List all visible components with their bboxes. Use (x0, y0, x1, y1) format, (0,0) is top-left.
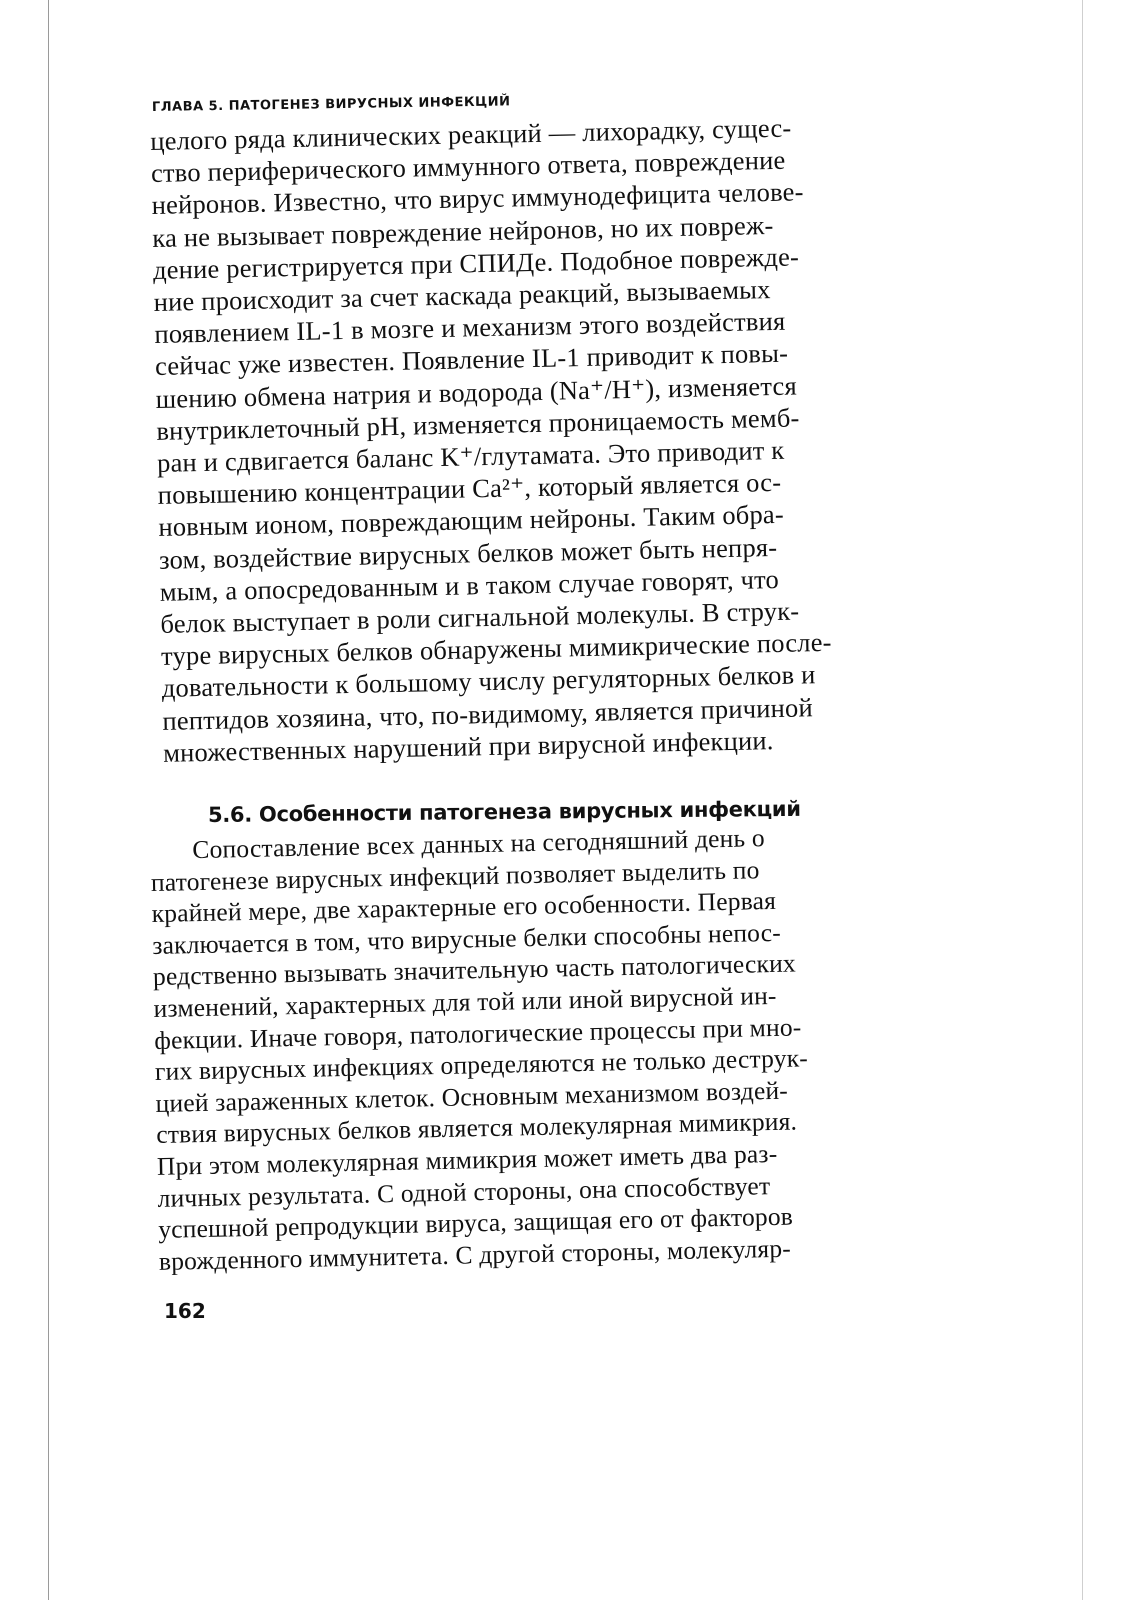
section-heading: 5.6. Особенности патогенеза вирусных инфекций (207, 796, 801, 828)
text-line: множественных нарушений при вирусной инфекции. (162, 724, 774, 768)
text-line: изменений, характерных для той или иной вирусной ин- (153, 980, 777, 1023)
text-line: шению обмена натрия и водорода (Na⁺/H⁺), изменяется (155, 370, 798, 414)
text-line: ка не вызывает повреждение нейронов, но их повреж- (152, 209, 774, 253)
text-line: целого ряда клинических реакций — лихорадку, сущес- (150, 112, 792, 156)
text-line: белок выступает в роли сигнальной молекулы. В струк- (160, 595, 800, 639)
text-line: зом, воздействие вирусных белков может быть непря- (158, 531, 778, 575)
text-line: врожденного иммунитета. С другой стороны, молекуляр- (158, 1233, 792, 1276)
text-line: довательности к большому числу регуляторных белков и (161, 659, 816, 704)
text-line: успешной репродукции вируса, защищая его от факторов (157, 1201, 794, 1245)
paragraph-1 (150, 110, 893, 769)
text-line: пептидов хозяина, что, по-видимому, является причиной (162, 691, 814, 736)
text-line: гих вирусных инфекциях определяются не только деструк- (154, 1043, 809, 1087)
text-line: дение регистрируется при СПИДе. Подобное поврежде- (152, 241, 800, 285)
text-line: Сопоставление всех данных на сегодняшний день о (192, 823, 766, 865)
text-line: внутриклеточный pH, изменяется проницаемость мемб- (156, 402, 800, 446)
scan-edge-right (1082, 0, 1083, 1600)
text-line: редственно вызывать значительную часть патологических (152, 948, 797, 992)
text-line: фекции. Иначе говоря, патологические процессы при мно- (153, 1012, 802, 1055)
text-line: ство периферического иммунного ответа, повреждение (150, 144, 786, 189)
text-line: цией зараженных клеток. Основным механизмом воздей- (155, 1075, 789, 1118)
text-line: крайней мере, две характерные его особенности. Первая (151, 886, 777, 929)
text-line: личных результата. С одной стороны, она способствует (157, 1170, 771, 1213)
scan-edge-left (48, 0, 49, 1600)
text-line: повышению концентрации Ca²⁺, который является ос- (157, 467, 782, 511)
text-line: ран и сдвигается баланс K⁺/глутамата. Это приводит к (156, 434, 785, 478)
text-line: ние происходит за счет каскада реакций, вызываемых (153, 274, 771, 317)
page-number: 162 (164, 1299, 206, 1324)
text-line: туре вирусных белков обнаружены мимикрические после- (160, 627, 832, 672)
text-line: появлением IL-1 в мозге и механизм этого воздействия (154, 305, 786, 350)
section-paragraph (150, 820, 889, 1278)
text-line: мым, а опосредованным и в таком случае говорят, что (159, 563, 780, 607)
text-line: патогенезе вирусных инфекций позволяет выделить по (150, 854, 760, 897)
text-line: сейчас уже известен. Появление IL-1 приводит к повы- (154, 338, 789, 382)
text-line: нейронов. Известно, что вирус иммунодефицита челове- (151, 176, 804, 221)
text-line: заключается в том, что вирусные белки способны непос- (152, 917, 782, 960)
book-page (150, 94, 880, 1324)
text-line: При этом молекулярная мимикрия может иметь два раз- (156, 1138, 778, 1181)
running-head: ГЛАВА 5. ПАТОГЕНЕЗ ВИРУСНЫХ ИНФЕКЦИЙ (151, 94, 511, 115)
text-line: ствия вирусных белков является молекулярная мимикрия. (155, 1106, 798, 1150)
text-line: новным ионом, повреждающим нейроны. Таким обра- (158, 499, 785, 543)
